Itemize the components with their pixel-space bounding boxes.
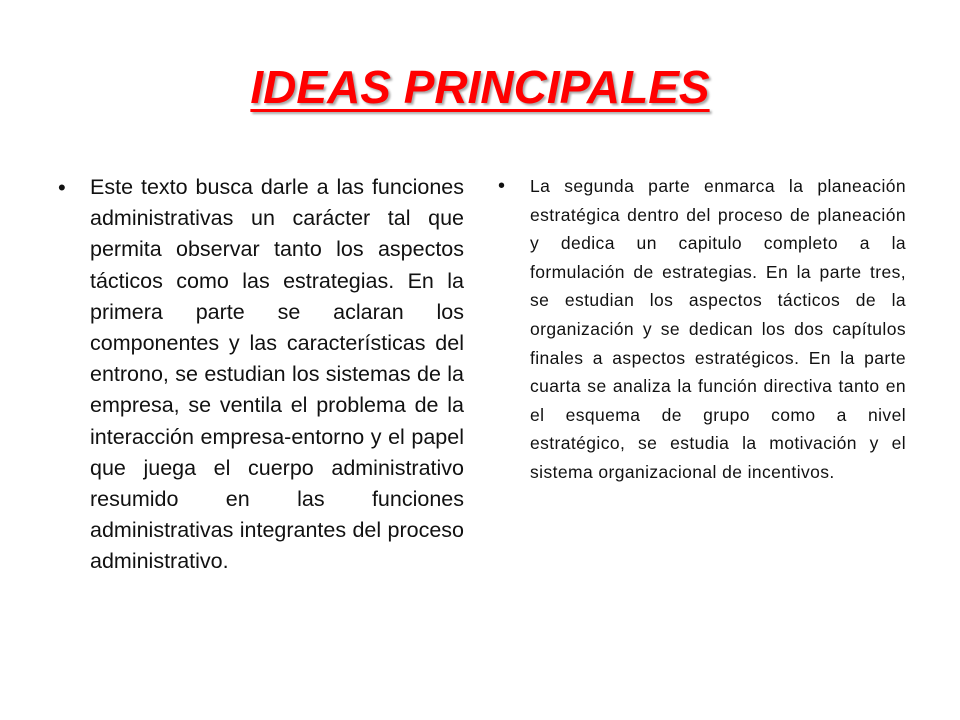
bullet-text: La segunda parte enmarca la planeación estratégica dentro del proceso de planeación y dedica un capitulo completo a la formulación de estrategias. En la parte tres, se estudian los aspectos tácticos de la organización y se dedican los dos capítulos finales a aspectos estratégicos. En la parte cuarta se analiza la función directiva tanto en el esquema de grupo como a nivel estratégico, se estudia la motivación y el sistema organizacional de incentivos. (530, 176, 906, 482)
bullet-marker: • (58, 175, 66, 200)
bullet-column-right (498, 172, 906, 487)
bullet-text: Este texto busca darle a las funciones administrativas un carácter tal que permita observar tanto los aspectos tácticos como las estrategias. En la primera parte se aclaran los componentes y las características del entrono, se estudian los sistemas de la empresa, se ventila el problema de la interacción empresa-entorno y el papel que juega el cuerpo administrativo resumido en las funciones administrativas integrantes del proceso administrativo. (90, 175, 464, 574)
slide-title: IDEAS PRINCIPALES (250, 61, 710, 113)
bullet-item (498, 172, 906, 487)
bullet-item (58, 172, 464, 578)
bullet-marker: • (498, 175, 506, 197)
bullet-column-left (58, 172, 464, 578)
